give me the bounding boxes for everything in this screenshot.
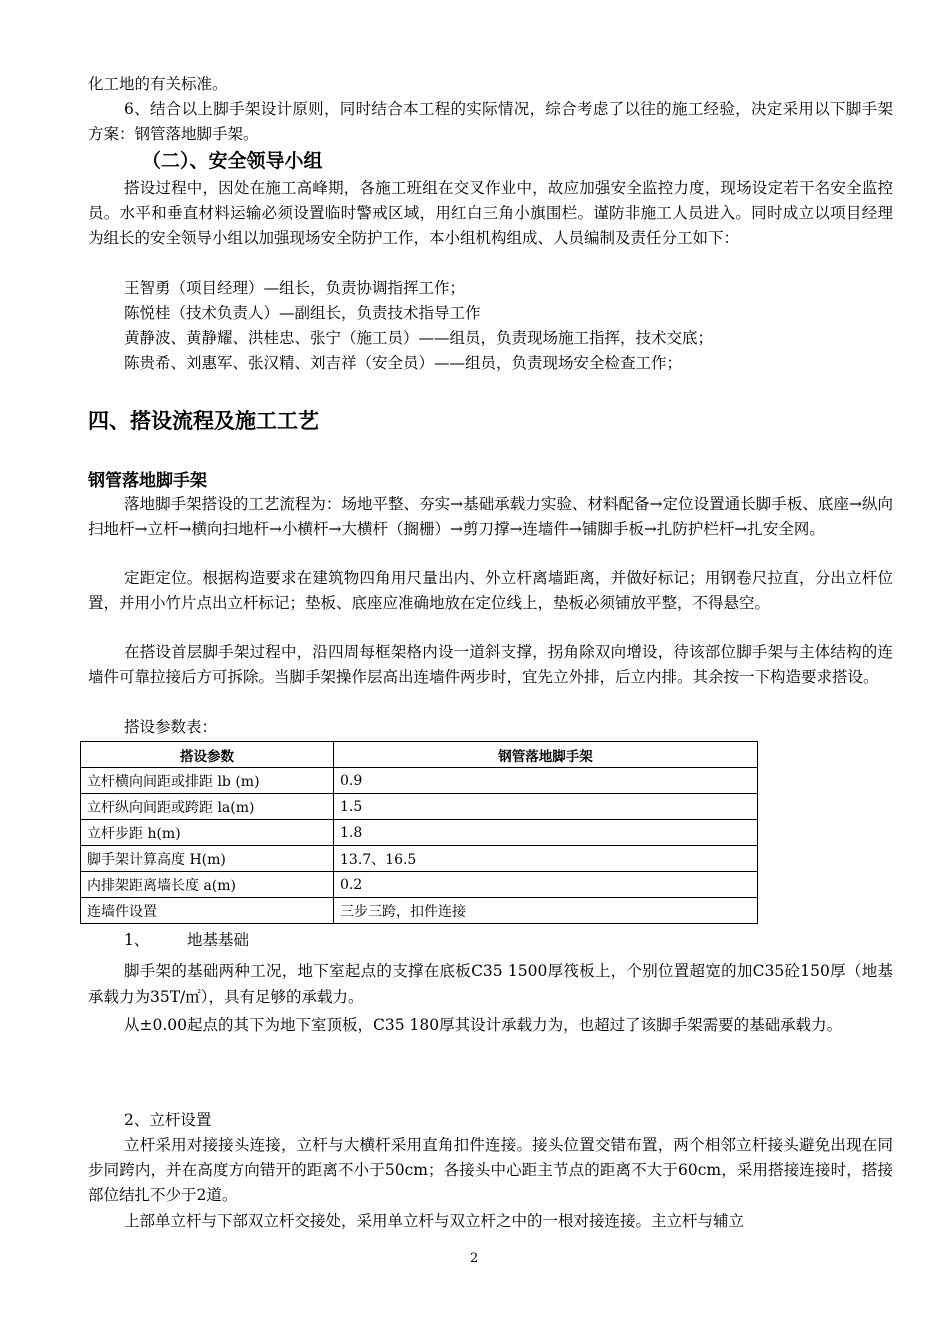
table-cell: 1.8	[334, 820, 758, 846]
table-cell: 0.2	[334, 872, 758, 898]
table-row	[81, 768, 758, 794]
page-number: 2	[470, 1251, 479, 1266]
table-cell: 脚手架计算高度 H(m)	[81, 846, 334, 872]
member-line-2: 陈悦桂（技术负责人）—副组长，负责技术指导工作	[124, 304, 481, 322]
paragraph-first-floor: 在搭设首层脚手架过程中，沿四周每框架格内设一道斜支撑，拐角除双向增设，待该部位脚手架与主体结构的连墙件可靠拉接后方可拆除。当脚手架操作层高出连墙件两步时，宜先立外排，后立内排。其余按一下构造要求搭设。	[88, 643, 893, 686]
table-header-row	[81, 742, 758, 768]
section-heading-safety-team: （二）、安全领导小组	[142, 150, 323, 172]
table-header-cell: 搭设参数	[81, 742, 334, 768]
paragraph-continuation: 化工地的有关标准。	[88, 75, 228, 93]
pole-setting-title: 2、立杆设置	[124, 1111, 212, 1129]
foundation-number: 1、	[124, 931, 150, 949]
table-row	[81, 820, 758, 846]
table-header-cell: 钢管落地脚手架	[334, 742, 758, 768]
table-caption: 搭设参数表：	[124, 718, 218, 736]
table-row	[81, 846, 758, 872]
sub-heading-scaffold: 钢管落地脚手架	[88, 471, 207, 491]
section-heading-4: 四、搭设流程及施工工艺	[88, 409, 319, 433]
table-cell: 内排架距离墙长度 a(m)	[81, 872, 334, 898]
member-line-1: 王智勇（项目经理）—组长，负责协调指挥工作；	[124, 279, 466, 297]
member-line-4: 陈贵希、刘惠军、张汉精、刘吉祥（安全员）——组员，负责现场安全检查工作；	[124, 354, 683, 372]
paragraph-foundation-2: 从±0.00起点的其下为地下室顶板，C35 180厚其设计承载力为，也超过了该脚手架需要的基础承载力。	[124, 1016, 843, 1034]
table-row	[81, 872, 758, 898]
table-cell: 三步三跨，扣件连接	[334, 898, 758, 924]
table-cell: 立杆横向间距或排距 lb (m)	[81, 768, 334, 794]
paragraph-pole-2: 上部单立杆与下部双立杆交接处，采用单立杆与双立杆之中的一根对接连接。主立杆与辅立	[124, 1212, 745, 1230]
member-line-3: 黄静波、黄静耀、洪桂忠、张宁（施工员）——组员，负责现场施工指挥，技术交底；	[124, 329, 714, 347]
table-row	[81, 794, 758, 820]
table-cell: 1.5	[334, 794, 758, 820]
paragraph-pole-1: 立杆采用对接接头连接，立杆与大横杆采用直角扣件连接。接头位置交错布置，两个相邻立杆接头避免出现在同步同跨内，并在高度方向错开的距离不小于50cm；各接头中心距主节点的距离不大于60cm，采用搭接连接时，搭接部位结扎不少于2道。	[88, 1136, 893, 1204]
table-cell: 立杆纵向间距或跨距 la(m)	[81, 794, 334, 820]
parameter-table	[80, 741, 758, 924]
table-row	[81, 898, 758, 924]
paragraph-safety-team: 搭设过程中，因处在施工高峰期，各施工班组在交叉作业中，故应加强安全监控力度，现场设定若干名安全监控员。水平和垂直材料运输必须设置临时警戒区域，用红白三角小旗围栏。谨防非施工人员进入。同时成立以项目经理为组长的安全领导小组以加强现场安全防护工作，本小组机构组成、人员编制及责任分工如下：	[88, 179, 893, 247]
foundation-title: 地基基础	[187, 931, 250, 949]
table-cell: 13.7、16.5	[334, 846, 758, 872]
paragraph-foundation-1: 脚手架的基础两种工况，地下室起点的支撑在底板C35 1500厚筏板上，个别位置超宽的加C35砼150厚（地基承载力为35T/㎡），具有足够的承载力。	[88, 962, 893, 1006]
paragraph-item-6: 6、结合以上脚手架设计原则，同时结合本工程的实际情况，综合考虑了以往的施工经验，决定采用以下脚手架方案：钢管落地脚手架。	[88, 100, 893, 143]
table-cell: 0.9	[334, 768, 758, 794]
paragraph-process-flow: 落地脚手架搭设的工艺流程为：场地平整、夯实→基础承载力实验、材料配备→定位设置通长脚手板、底座→纵向扫地杆→立杆→横向扫地杆→小横杆→大横杆（搁栅）→剪刀撑→连墙件→铺脚手板→扎防护栏杆→扎安全网。	[88, 495, 893, 538]
table-cell: 立杆步距 h(m)	[81, 820, 334, 846]
table-cell: 连墙件设置	[81, 898, 334, 924]
paragraph-positioning: 定距定位。根据构造要求在建筑物四角用尺量出内、外立杆离墙距离，并做好标记；用钢卷尺拉直，分出立杆位置，并用小竹片点出立杆标记；垫板、底座应准确地放在定位线上，垫板必须铺放平整，不得悬空。	[88, 569, 893, 612]
